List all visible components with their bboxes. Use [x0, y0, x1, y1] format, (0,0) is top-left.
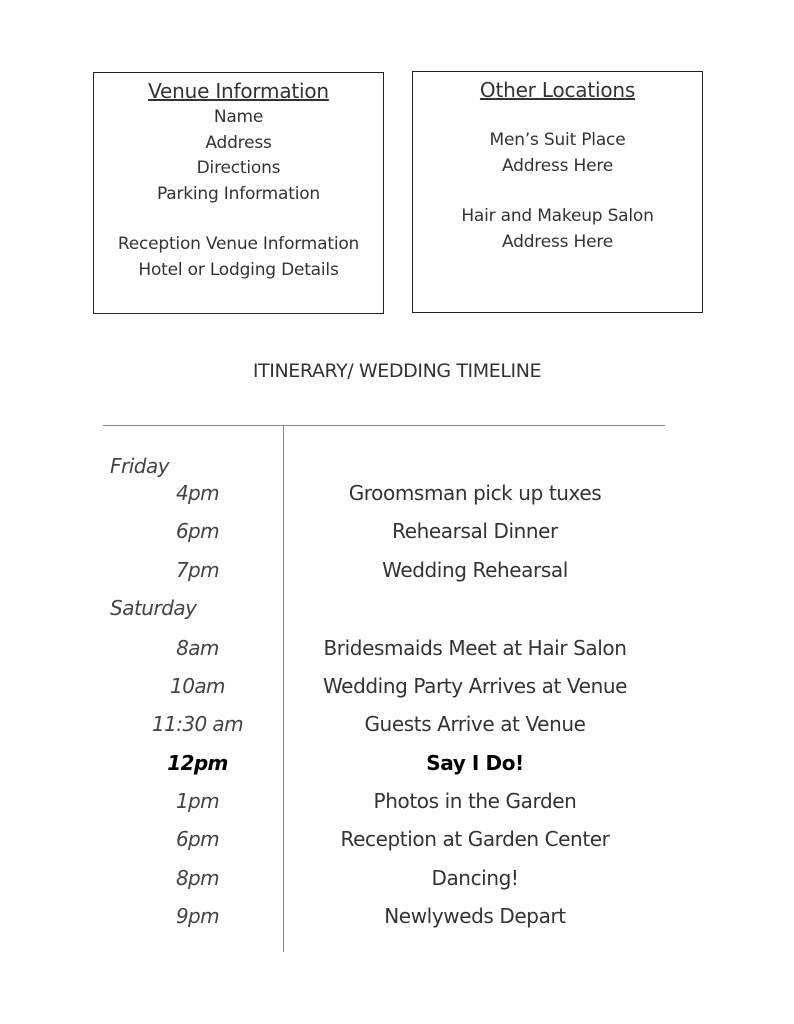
timeline-time: 12pm — [167, 751, 228, 775]
other-locations-heading: Other Locations — [479, 78, 636, 102]
timeline-event: Newlyweds Depart — [384, 904, 566, 928]
venue-address-line: Address — [205, 132, 272, 153]
timeline-event: Bridesmaids Meet at Hair Salon — [323, 636, 627, 660]
timeline-time: 9pm — [175, 904, 220, 928]
hotel-lodging-line: Hotel or Lodging Details — [138, 259, 339, 280]
timeline-time: 4pm — [175, 481, 220, 505]
timeline-event: Photos in the Garden — [373, 789, 577, 813]
timeline-event: Wedding Party Arrives at Venue — [322, 674, 628, 698]
timeline-event: Dancing! — [431, 866, 519, 890]
venue-directions-line: Directions — [196, 158, 281, 178]
horizontal-divider — [103, 425, 665, 426]
spacer — [413, 179, 702, 204]
day-label-saturday: Saturday — [110, 596, 197, 620]
venue-information-box — [93, 72, 384, 314]
salon-address-line: Address Here — [501, 231, 614, 252]
salon-line: Hair and Makeup Salon — [461, 206, 654, 226]
venue-parking-line: Parking Information — [156, 183, 321, 204]
timeline-time: 8pm — [175, 866, 220, 890]
timeline-time: 7pm — [175, 558, 220, 582]
timeline-time: 1pm — [175, 789, 220, 813]
suit-place-address-line: Address Here — [501, 155, 614, 176]
timeline-event: Guests Arrive at Venue — [364, 712, 586, 736]
suit-place-line: Men’s Suit Place — [489, 130, 626, 150]
venue-name-line: Name — [213, 107, 264, 127]
timeline-time: 10am — [170, 674, 225, 698]
day-label-friday: Friday — [110, 454, 170, 478]
timeline-time: 6pm — [175, 519, 220, 543]
timeline-time: 8am — [176, 636, 219, 660]
timeline-event: Wedding Rehearsal — [382, 558, 568, 582]
timeline-title: ITINERARY/ WEDDING TIMELINE — [252, 360, 542, 382]
reception-venue-line: Reception Venue Information — [117, 234, 360, 254]
timeline-time: 6pm — [175, 827, 220, 851]
vertical-divider — [283, 425, 284, 952]
timeline-time: 11:30 am — [152, 712, 243, 736]
timeline-event: Rehearsal Dinner — [392, 519, 558, 543]
timeline-event: Reception at Garden Center — [340, 827, 610, 851]
timeline-event: Say I Do! — [426, 751, 524, 775]
spacer — [94, 207, 383, 232]
venue-information-heading: Venue Information — [148, 79, 329, 103]
timeline-event: Groomsman pick up tuxes — [348, 481, 602, 505]
other-locations-box — [412, 71, 703, 313]
